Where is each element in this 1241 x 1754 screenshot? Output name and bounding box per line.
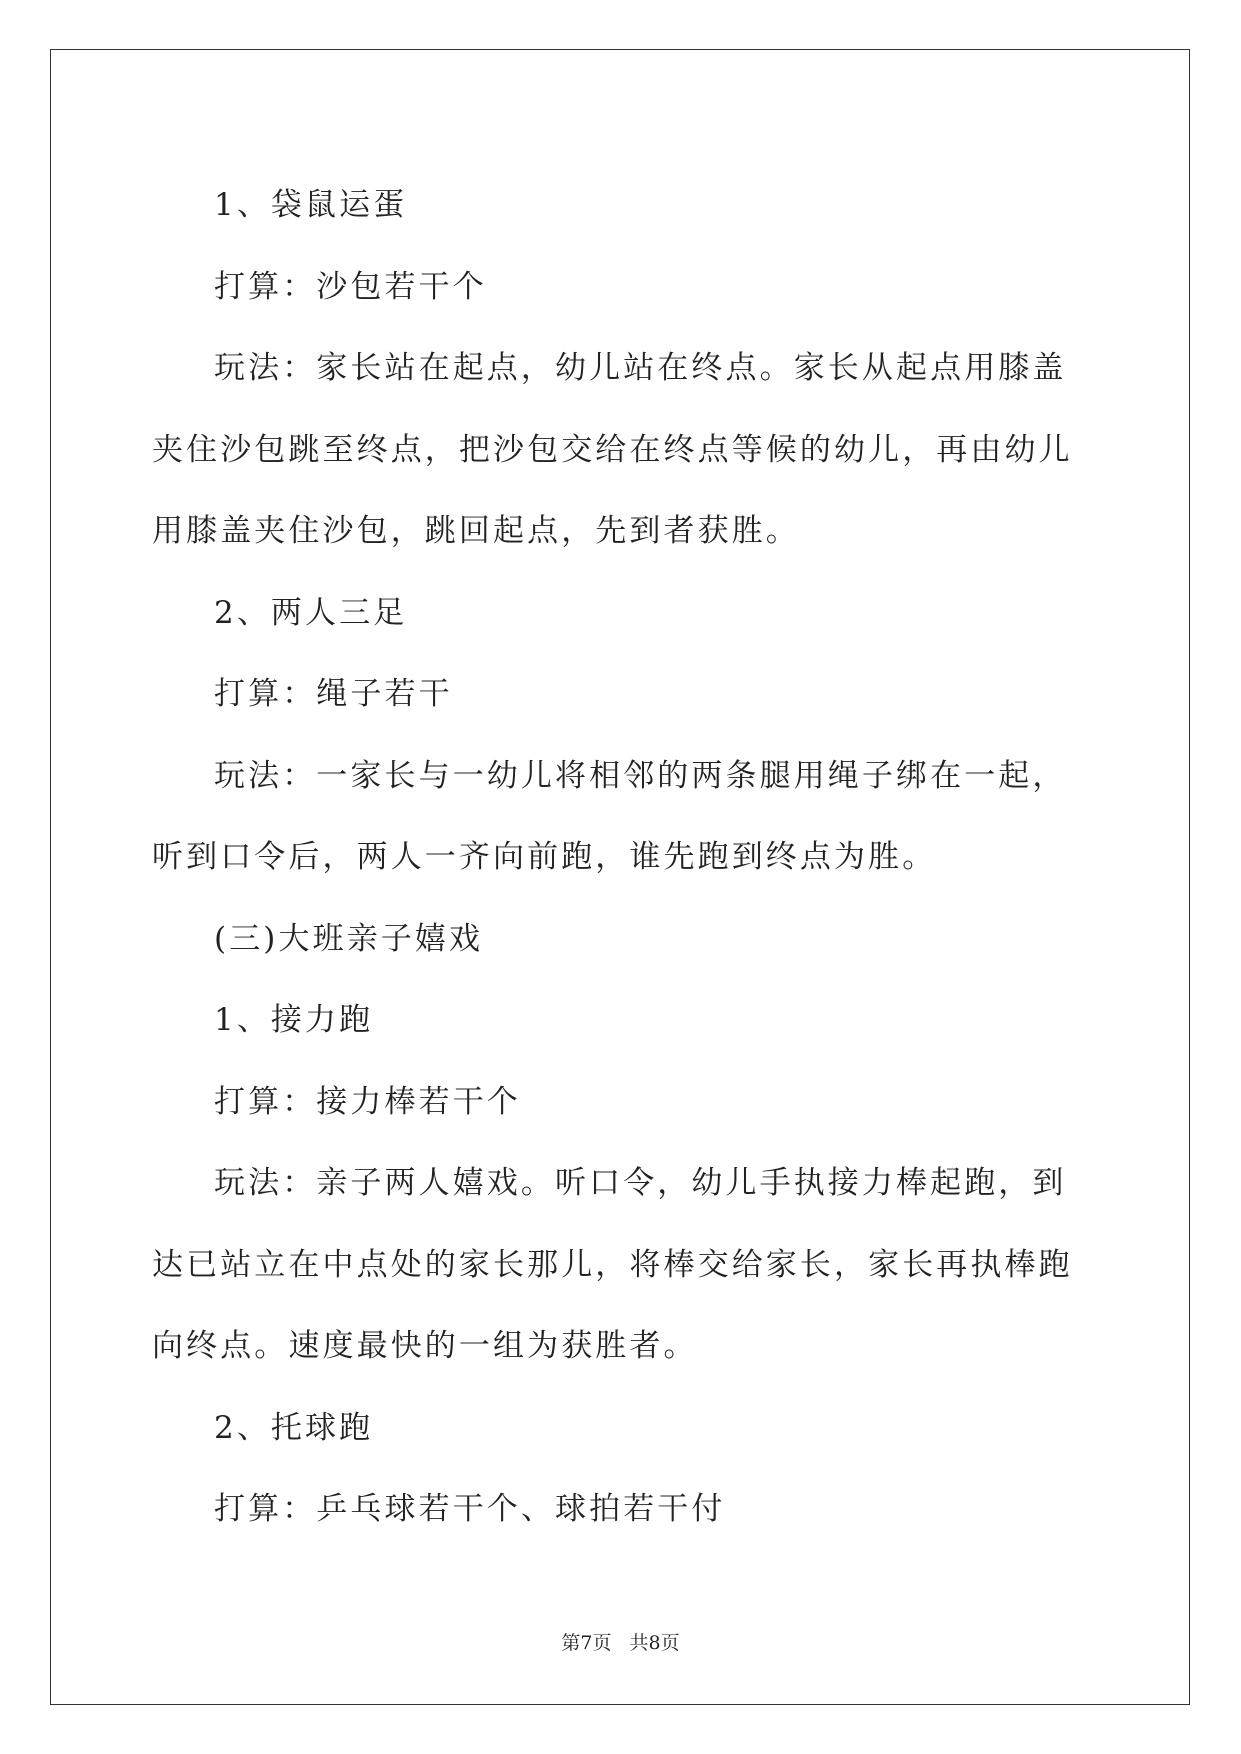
body-paragraph: 打算：接力棒若干个 (214, 1083, 521, 1120)
body-paragraph: 玩法：家长站在起点，幼儿站在终点。家长从起点用膝盖夹住沙包跳至终点，把沙包交给在终点等候的幼儿，再由幼儿用膝盖夹住沙包，跳回起点，先到者获胜。 (152, 350, 1073, 549)
body-paragraph: 打算：沙包若干个 (214, 268, 487, 305)
body-paragraph: 打算：绳子若干 (214, 676, 453, 712)
page-footer (0, 1628, 1241, 1655)
body-paragraph: 玩法：亲子两人嬉戏。听口令，幼儿手执接力棒起跑，到达已站立在中点处的家长那儿，将棒交给家长，家长再执棒跑向终点。速度最快的一组为获胜者。 (152, 1165, 1073, 1364)
page-number: 第7页 (561, 1632, 612, 1654)
body-paragraph: 玩法：一家长与一幼儿将相邻的两条腿用绳子绑在一起，听到口令后，两人一齐向前跑，谁先跑到终点为胜。 (152, 757, 1067, 875)
list-heading: 2、两人三足 (214, 594, 408, 631)
document-body (152, 165, 1092, 1551)
list-heading: 1、接力跑 (214, 1002, 374, 1038)
page-total: 共8页 (629, 1632, 680, 1654)
section-heading: (三)大班亲子嬉戏 (214, 920, 484, 957)
body-paragraph: 打算：乒乓球若干个、球拍若干付 (214, 1491, 726, 1527)
list-heading: 2、托球跑 (214, 1409, 374, 1446)
list-heading: 1、袋鼠运蛋 (214, 187, 408, 223)
